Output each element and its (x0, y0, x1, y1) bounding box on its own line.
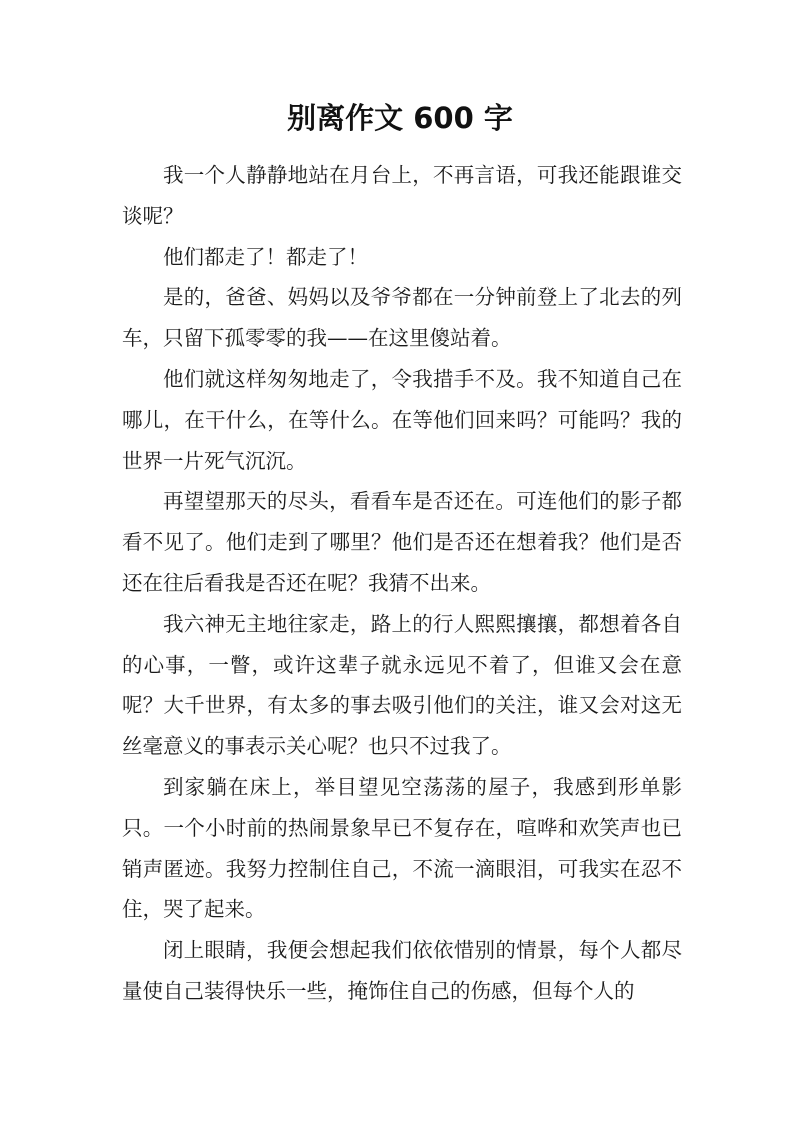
paragraph: 到家躺在床上，举目望见空荡荡的屋子，我感到形单影只。一个小时前的热闹景象早已不复存在，喧哗和欢笑声也已销声匿迹。我努力控制住自己，不流一滴眼泪，可我实在忍不住，哭了起来。 (122, 774, 682, 922)
document-title: 别离作文 600 字 (287, 101, 513, 135)
paragraph: 我一个人静静地站在月台上，不再言语，可我还能跟谁交谈呢？ (122, 163, 682, 228)
paragraph: 再望望那天的尽头，看看车是否还在。可连他们的影子都看不见了。他们走到了哪里？他们是否还在想着我？他们是否还在往后看我是否还在呢？我猜不出来。 (122, 489, 682, 595)
paragraph: 他们都走了！都走了！ (163, 244, 368, 269)
document-body (122, 155, 682, 1012)
paragraph: 他们就这样匆匆地走了，令我措手不及。我不知道自己在哪儿，在干什么，在等什么。在等他们回来吗？可能吗？我的世界一片死气沉沉。 (122, 366, 682, 473)
paragraph: 闭上眼睛，我便会想起我们依依惜别的情景，每个人都尽量使自己装得快乐一些，掩饰住自己的伤感，但每个人的 (122, 938, 682, 1003)
paragraph: 我六神无主地往家走，路上的行人熙熙攘攘，都想着各自的心事，一瞥，或许这辈子就永远见不着了，但谁又会在意呢？大千世界，有太多的事去吸引他们的关注，谁又会对这无丝毫意义的事表示关心呢？也只不过我了。 (122, 611, 682, 759)
paragraph: 是的，爸爸、妈妈以及爷爷都在一分钟前登上了北去的列车，只留下孤零零的我——在这里傻站着。 (122, 285, 682, 351)
